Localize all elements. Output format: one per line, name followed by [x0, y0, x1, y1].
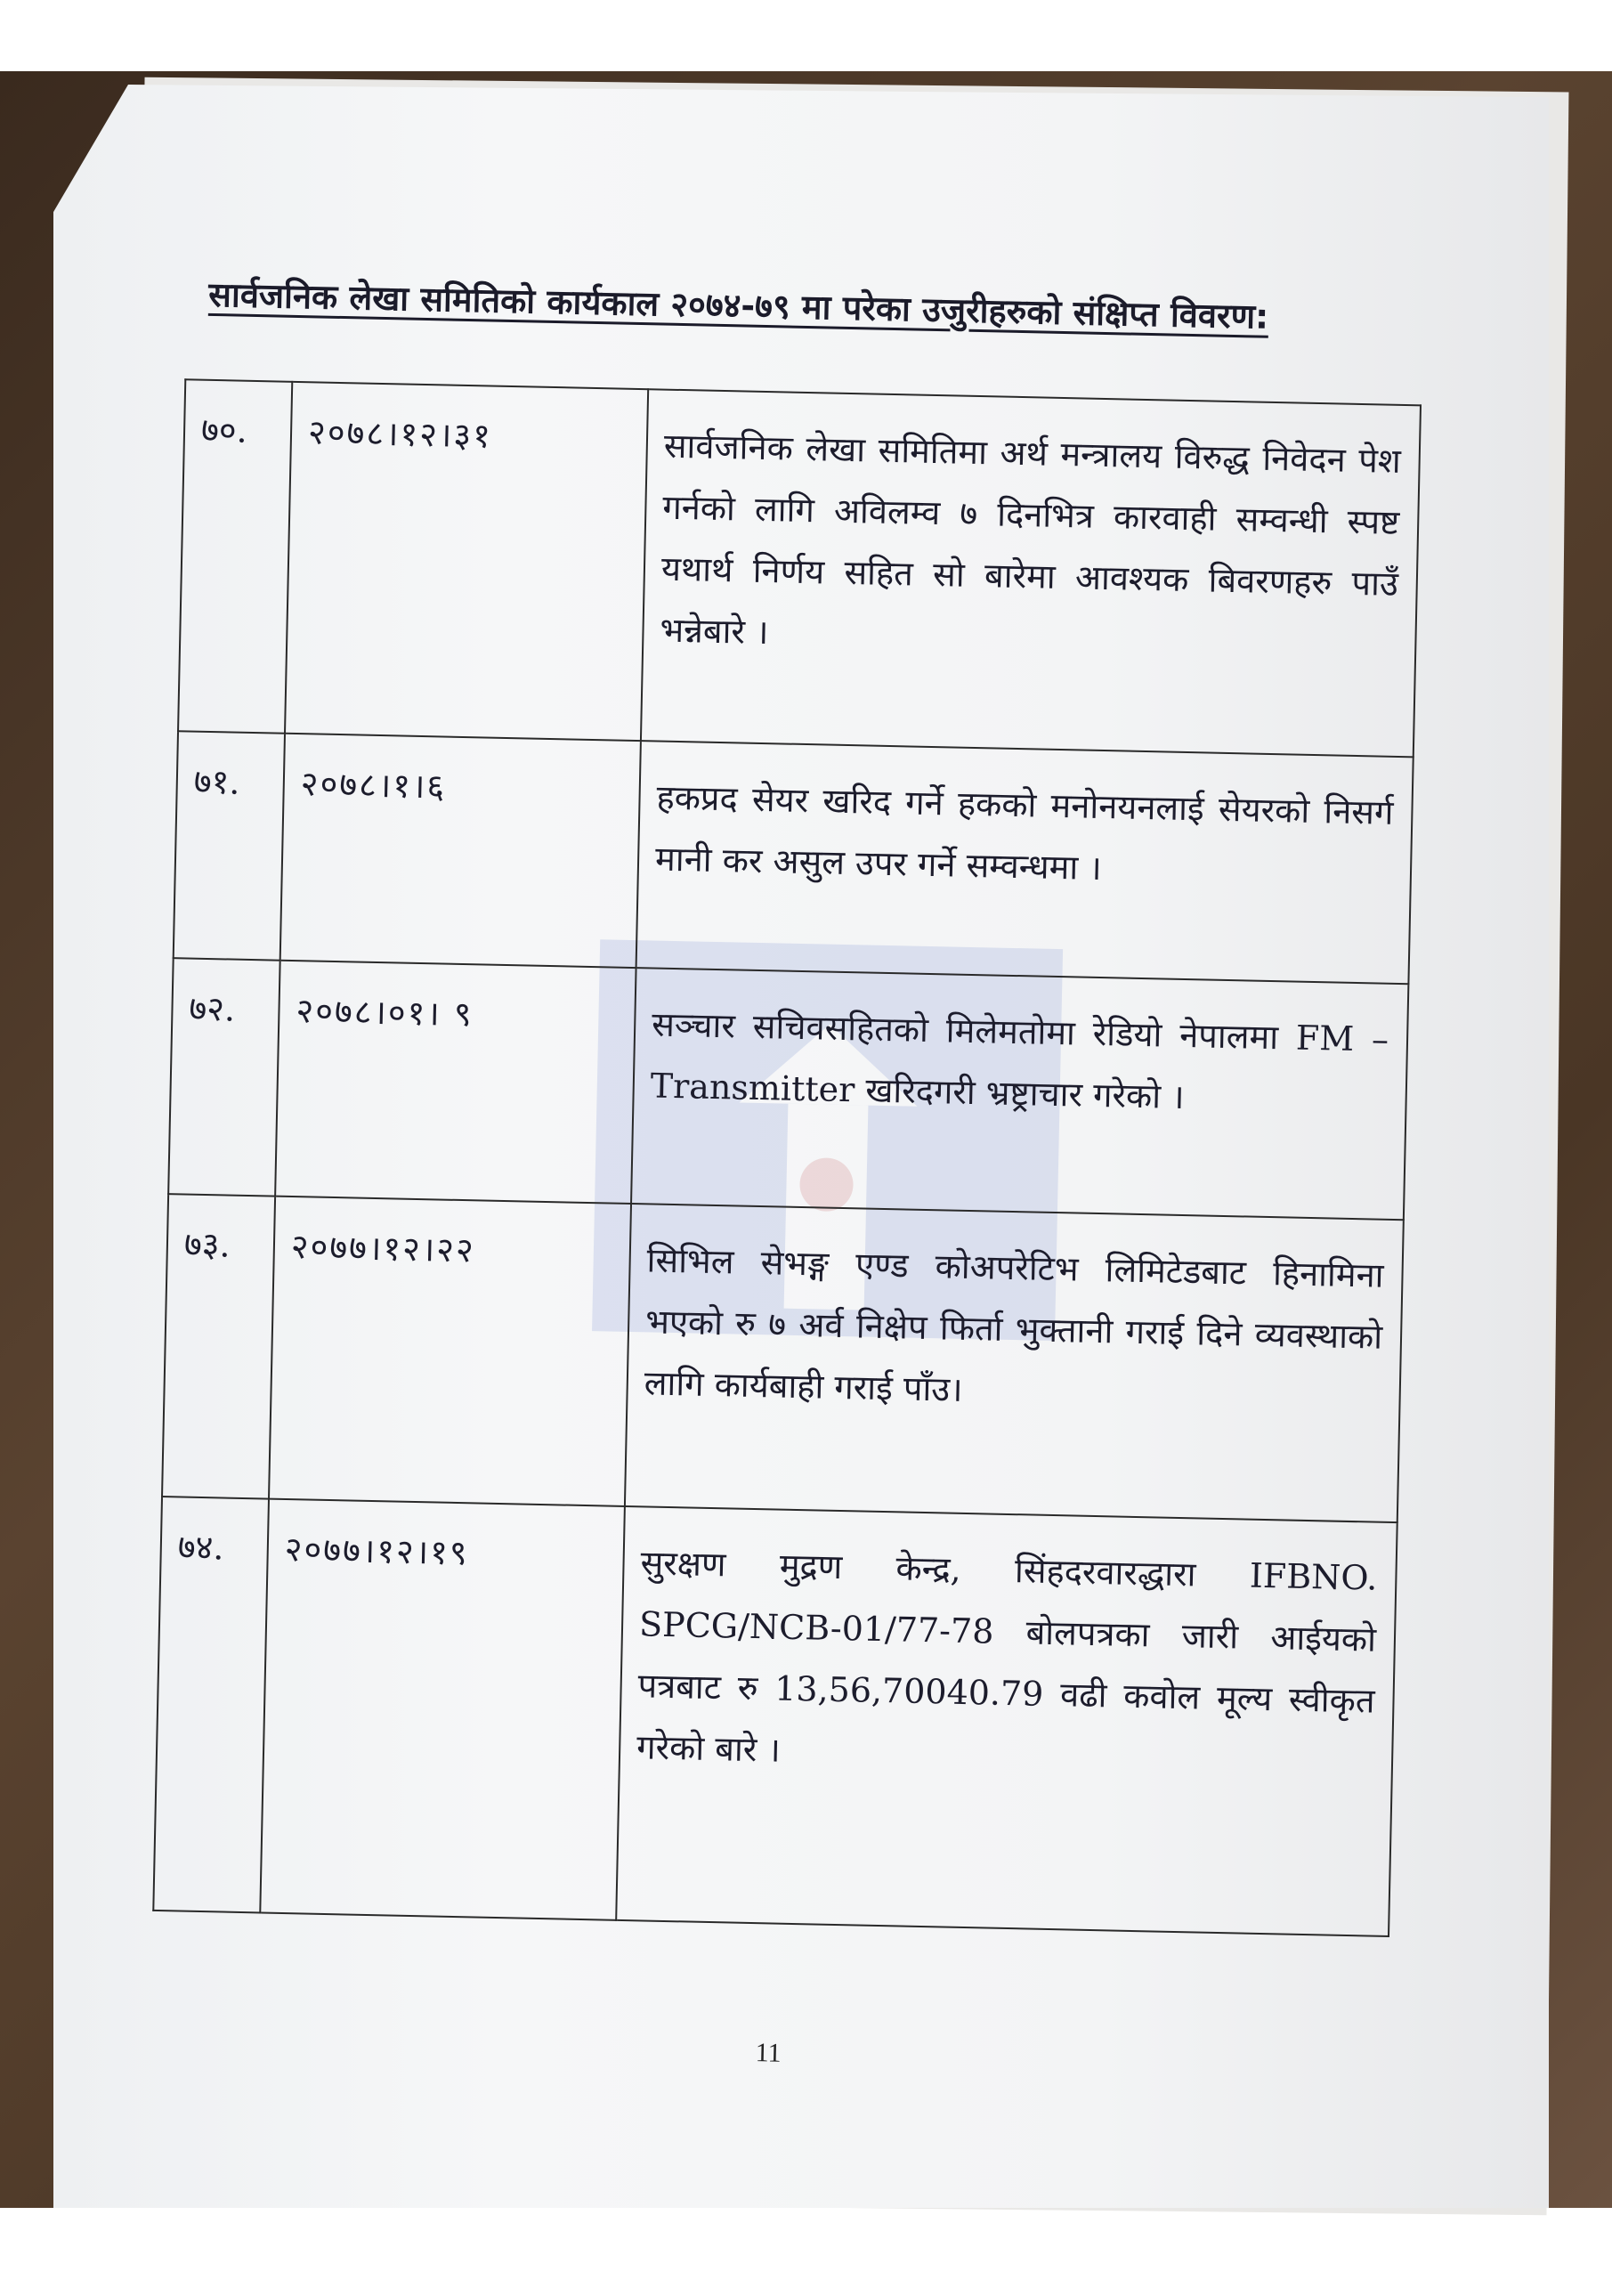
- serial-number: ७४.: [153, 1497, 269, 1912]
- table-row: [162, 1194, 1404, 1522]
- complaint-description: सञ्चार सचिवसहितको मिलेमतोमा रेडियो नेपालमा FM – Transmitter खरिदगरी भ्रष्ट्राचार गरेको ।: [631, 968, 1408, 1220]
- table-row: [153, 1497, 1397, 1936]
- complaint-description: सिभिल सेभङ्ग एण्ड कोअपरेटिभ लिमिटेडबाट हिनामिना भएको रु ७ अर्व निक्षेप फिर्ता भुक्तानी गराई दिने व्यवस्थाको लागि कार्यबाही गराई पाँउ।: [625, 1204, 1404, 1522]
- serial-number: ७३.: [162, 1194, 275, 1498]
- serial-number: ७०.: [178, 379, 292, 733]
- complaint-description: सुरक्षण मुद्रण केन्द्र, सिंहदरवारद्धारा IFBNO. SPCG/NCB-01/77-78 बोलपत्रका जारी आईयको पत्रबाट रु 13,56,70040.79 वढी कवोल मूल्य स्वीकृत गरेको बारे ।: [616, 1506, 1397, 1936]
- page-number: 11: [755, 2038, 782, 2068]
- complaint-date: २०७८।१।६: [280, 734, 641, 968]
- complaint-date: २०७८।०१। ९: [275, 961, 636, 1204]
- complaint-description: हकप्रद सेयर खरिद गर्ने हकको मनोनयनलाई सेयरको निसर्ग मानी कर असुल उपर गर्ने सम्वन्धमा ।: [636, 741, 1414, 984]
- table-row: [178, 379, 1421, 757]
- serial-number: ७२.: [168, 958, 280, 1196]
- complaint-description: सार्वजनिक लेखा समितिमा अर्थ मन्त्रालय विरुद्ध निवेदन पेश गर्नको लागि अविलम्व ७ दिनभित्र कारवाही सम्वन्धी स्पष्ट यथार्थ निर्णय सहित सो बारेमा आवश्यक बिवरणहरु पाउँ भन्नेबारे ।: [641, 389, 1421, 757]
- table-row: [168, 958, 1408, 1220]
- document-heading: सार्वजनिक लेखा समितिको कार्यकाल २०७४-७९ मा परेका उजुरीहरुको संक्षिप्त विवरण:: [207, 274, 1269, 337]
- complaint-date: २०७८।१२।३१: [285, 382, 648, 741]
- complaints-table: [152, 378, 1422, 1937]
- complaint-date: २०७७।१२।२२: [269, 1197, 631, 1506]
- complaint-date: २०७७।१२।१९: [260, 1499, 625, 1920]
- serial-number: ७१.: [174, 731, 285, 960]
- table-row: [174, 731, 1414, 984]
